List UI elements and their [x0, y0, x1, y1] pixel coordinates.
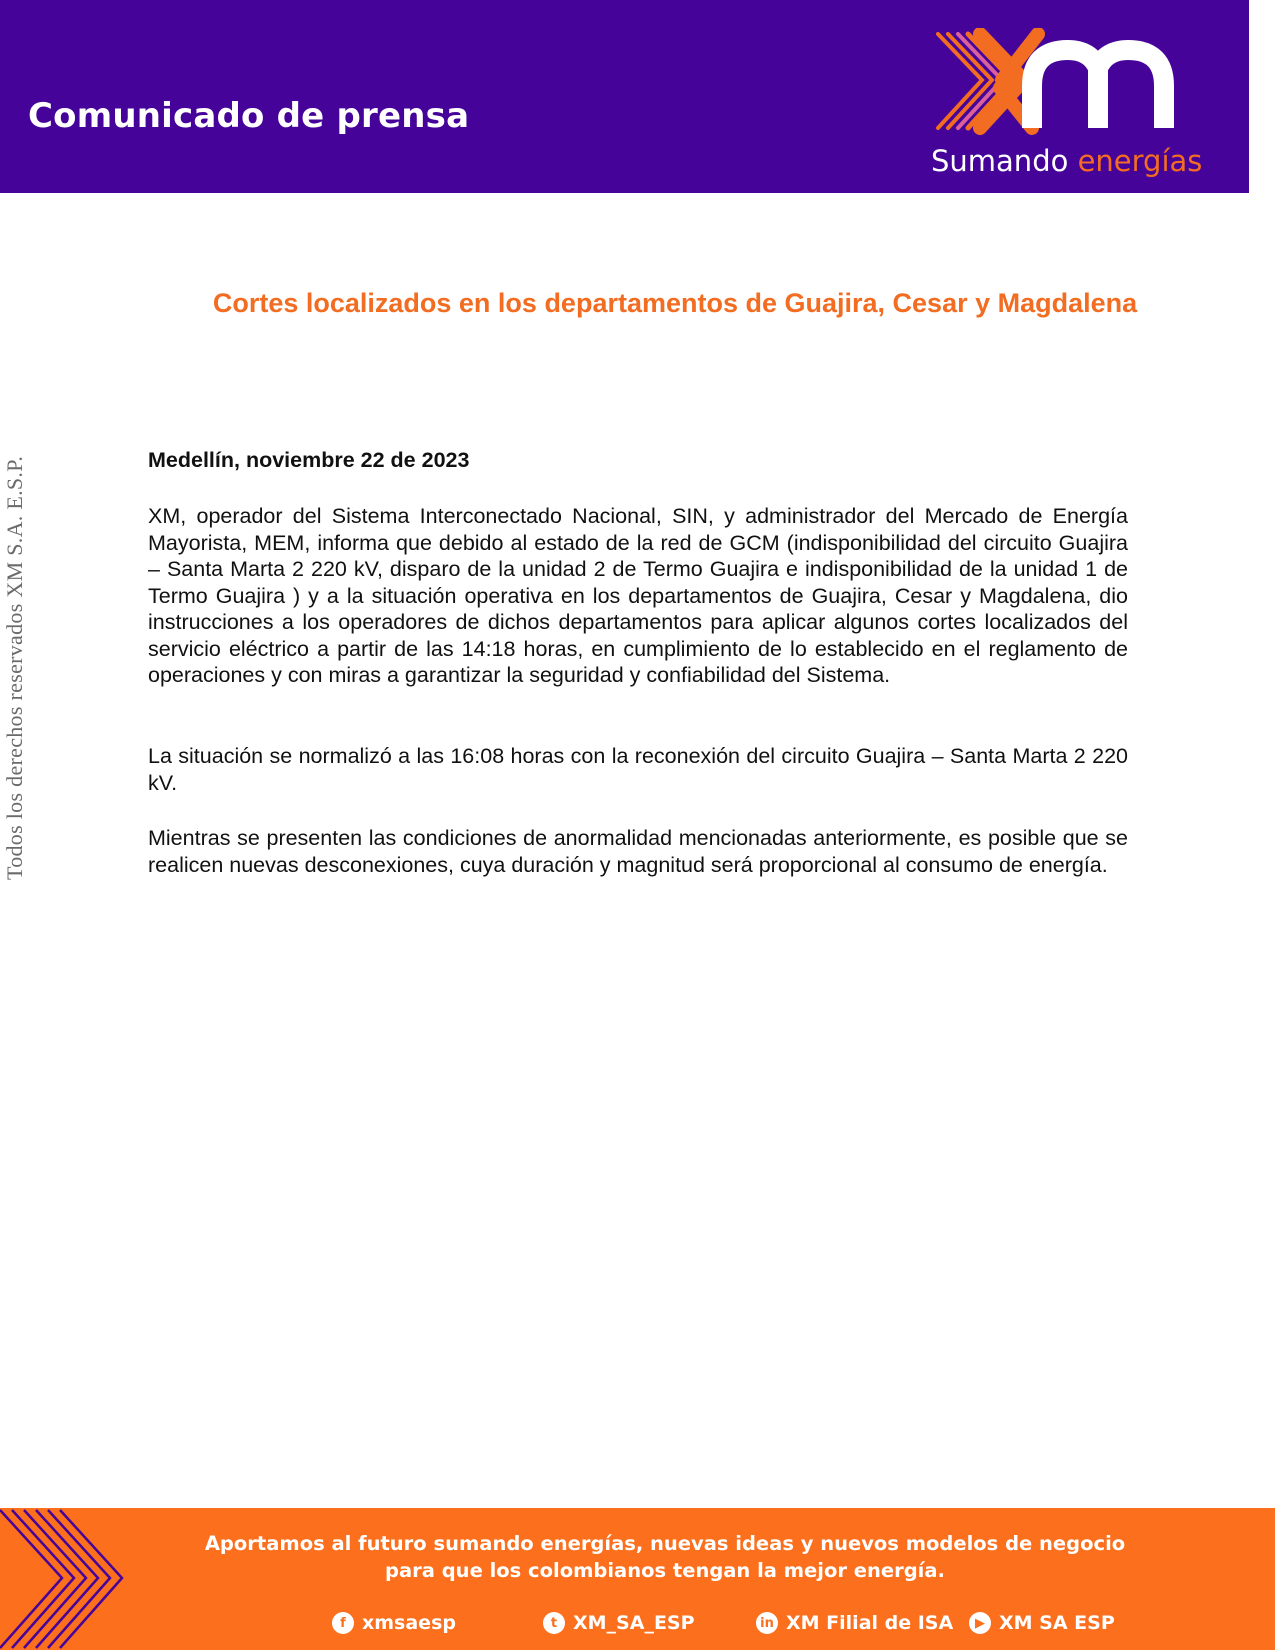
youtube-icon: ▶: [969, 1612, 991, 1634]
paragraph-1: XM, operador del Sistema Interconectado Nacional, SIN, y administrador del Mercado de Energía Mayorista, MEM, informa que debido al estado de la red de GCM (indisponibilidad del circuito Guajira – Santa Marta 2 220 kV, disparo de la unidad 2 de Termo Guajira e indisponibilidad de la unidad 1 de Termo Guajira ) y a la situación operativa en los departamentos de Guajira, Cesar y Magdalena, dio instrucciones a los operadores de dichos departamentos para aplicar algunos cortes localizados del servicio eléctrico a partir de las 14:18 horas, en cumplimiento de lo establecido en el reglamento de operaciones y con miras a garantizar la seguridad y confiabilidad del Sistema.: [148, 504, 1128, 687]
social-facebook[interactable]: [332, 1612, 456, 1634]
xm-logo: [920, 28, 1220, 183]
social-label: XM SA ESP: [999, 1612, 1115, 1634]
social-label: XM Filial de ISA: [786, 1612, 954, 1634]
paragraph-3: Mientras se presenten las condiciones de anormalidad mencionadas anteriormente, es posible que se realicen nuevas desconexiones, cuya duración y magnitud será proporcional al consumo de energía.: [148, 826, 1128, 877]
logo-tagline: [931, 144, 1202, 178]
header-title: Comunicado de prensa: [28, 96, 470, 136]
social-label: XM_SA_ESP: [573, 1612, 695, 1634]
social-twitter[interactable]: [543, 1612, 695, 1634]
logo-tagline-part1: Sumando: [931, 144, 1069, 178]
facebook-icon: f: [332, 1612, 354, 1634]
paragraph-2: La situación se normalizó a las 16:08 horas con la reconexión del circuito Guajira – Santa Marta 2 220 kV.: [148, 744, 1128, 795]
copyright-side-note: Todos los derechos reservados XM S.A. E.S.P.: [2, 455, 27, 880]
document-title: Cortes localizados en los departamentos de Guajira, Cesar y Magdalena: [212, 288, 1138, 318]
social-linkedin[interactable]: [756, 1612, 953, 1634]
footer-tagline: Aportamos al futuro sumando energías, nuevas ideas y nuevos modelos de negocio para que los colombianos tengan la mejor energía.: [204, 1532, 1126, 1582]
header-banner: [0, 0, 1249, 193]
footer-banner: [0, 1508, 1275, 1650]
social-label: xmsaesp: [362, 1612, 456, 1634]
footer-chevron-decoration: [0, 1508, 130, 1650]
social-youtube[interactable]: [969, 1612, 1115, 1634]
dateline: Medellín, noviembre 22 de 2023: [148, 448, 470, 472]
linkedin-icon: in: [756, 1612, 778, 1634]
xm-logo-mark: [920, 28, 1220, 138]
logo-tagline-part2: energías: [1077, 144, 1203, 178]
twitter-icon: t: [543, 1612, 565, 1634]
